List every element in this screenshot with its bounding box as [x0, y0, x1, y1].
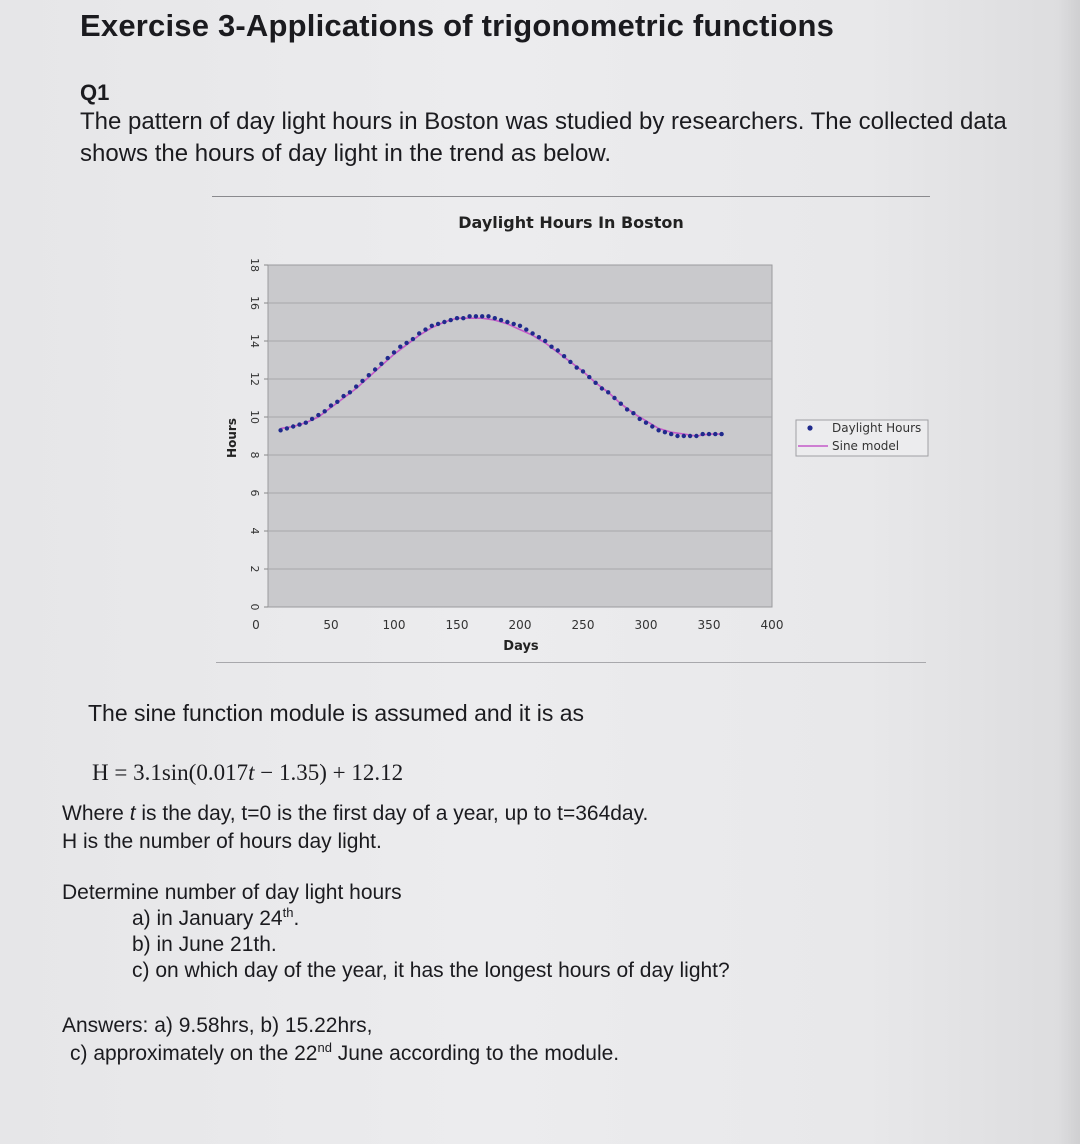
- legend-label-daylight: Daylight Hours: [832, 421, 922, 435]
- question-intro: The pattern of day light hours in Boston was studied by researchers. The collected data shows the hours of day light in the trend as below.: [80, 108, 1007, 167]
- daylight-point: [499, 318, 503, 322]
- x-tick-label: 100: [382, 618, 406, 632]
- daylight-point: [562, 354, 566, 358]
- chart-title: Daylight Hours In Boston: [458, 213, 684, 232]
- daylight-point: [291, 424, 295, 428]
- answers-line-1: Answers: a) 9.58hrs, b) 15.22hrs,: [62, 1014, 373, 1037]
- daylight-point: [404, 341, 408, 345]
- daylight-point: [505, 320, 509, 324]
- y-tick-label: 6: [248, 489, 261, 497]
- daylight-point: [316, 413, 320, 417]
- daylight-point: [278, 428, 282, 432]
- legend-points-marker: [807, 425, 812, 430]
- definition-t: [62, 800, 648, 828]
- task-a-text: a) in January 24: [132, 907, 283, 930]
- daylight-point: [631, 411, 635, 415]
- task-c: c) on which day of the year, it has the longest hours of day light?: [132, 959, 730, 982]
- daylight-point: [354, 384, 358, 388]
- daylight-point: [467, 314, 471, 318]
- page-title: Exercise 3-Applications of trigonometric functions: [80, 8, 835, 43]
- page-edge-shadow: [1058, 0, 1080, 1144]
- question-number: Q1: [80, 80, 110, 105]
- x-axis-ticks: [252, 618, 783, 632]
- daylight-point: [543, 339, 547, 343]
- x-tick-label: 350: [697, 618, 721, 632]
- daylight-chart: [210, 200, 970, 670]
- x-tick-label: 200: [508, 618, 532, 632]
- formula-prefix: H = 3.1sin(0.017: [92, 760, 249, 785]
- answers-line-2-sup: nd: [317, 1040, 332, 1055]
- daylight-point: [694, 434, 698, 438]
- daylight-point: [285, 426, 289, 430]
- x-tick-label: 150: [445, 618, 469, 632]
- daylight-point: [480, 314, 484, 318]
- daylight-point: [297, 422, 301, 426]
- daylight-point: [411, 337, 415, 341]
- daylight-point: [442, 320, 446, 324]
- definition-t-rest: is the day, t=0 is the first day of a year, up to t=364day.: [135, 802, 649, 825]
- daylight-point: [461, 316, 465, 320]
- formula-suffix: − 1.35) + 12.12: [254, 760, 404, 785]
- daylight-point: [486, 314, 490, 318]
- y-tick-label: 14: [248, 334, 261, 348]
- chart-top-rule: [212, 196, 930, 197]
- daylight-point: [335, 400, 339, 404]
- daylight-point: [449, 318, 453, 322]
- answers-line-2: [62, 1040, 619, 1068]
- task-a-end: .: [293, 907, 300, 930]
- y-tick-label: 8: [248, 451, 261, 459]
- daylight-point: [612, 396, 616, 400]
- daylight-point: [379, 362, 383, 366]
- x-tick-label: 400: [760, 618, 784, 632]
- daylight-point: [398, 345, 402, 349]
- daylight-point: [310, 417, 314, 421]
- y-tick-label: 16: [248, 296, 261, 310]
- definition-t-lead: Where: [62, 802, 130, 825]
- task-block: [62, 880, 730, 984]
- sine-model-intro: The sine function module is assumed and it is as: [88, 700, 585, 726]
- y-axis-ticks: [248, 258, 268, 611]
- y-tick-label: 10: [248, 410, 261, 424]
- daylight-point: [663, 430, 667, 434]
- daylight-point: [619, 402, 623, 406]
- daylight-point: [644, 421, 648, 425]
- y-tick-label: 4: [248, 527, 261, 535]
- daylight-point: [493, 316, 497, 320]
- daylight-point: [587, 375, 591, 379]
- daylight-point: [329, 403, 333, 407]
- daylight-point: [656, 428, 660, 432]
- daylight-point: [348, 390, 352, 394]
- answers-line-2-b: June according to the module.: [331, 1042, 620, 1065]
- daylight-point: [701, 432, 705, 436]
- daylight-point: [386, 356, 390, 360]
- daylight-point: [537, 335, 541, 339]
- daylight-point: [669, 432, 673, 436]
- legend-label-sine: Sine model: [832, 439, 900, 453]
- daylight-point: [518, 324, 522, 328]
- daylight-point: [600, 386, 604, 390]
- daylight-point: [638, 417, 642, 421]
- daylight-point: [417, 331, 421, 335]
- y-tick-label: 18: [248, 258, 261, 272]
- daylight-point: [392, 350, 396, 354]
- daylight-point: [707, 432, 711, 436]
- task-lead: Determine number of day light hours: [62, 881, 402, 904]
- x-tick-label: 300: [634, 618, 658, 632]
- daylight-point: [455, 316, 459, 320]
- x-tick-label: 50: [323, 618, 339, 632]
- daylight-point: [719, 432, 723, 436]
- daylight-point: [713, 432, 717, 436]
- daylight-point: [581, 369, 585, 373]
- task-a: [62, 906, 730, 932]
- daylight-point: [423, 327, 427, 331]
- daylight-point: [593, 381, 597, 385]
- daylight-point: [606, 390, 610, 394]
- daylight-point: [575, 365, 579, 369]
- chart-bottom-rule: [216, 662, 926, 663]
- daylight-point: [524, 327, 528, 331]
- daylight-point: [512, 322, 516, 326]
- daylight-point: [323, 409, 327, 413]
- daylight-point: [556, 348, 560, 352]
- daylight-point: [430, 324, 434, 328]
- daylight-point: [530, 331, 534, 335]
- sine-formula: [92, 760, 403, 786]
- y-tick-label: 0: [248, 603, 261, 611]
- y-tick-label: 12: [248, 372, 261, 386]
- definition-t-var: t: [129, 802, 136, 825]
- x-tick-label: 0: [252, 618, 260, 632]
- daylight-point: [373, 367, 377, 371]
- formula-variable: t: [248, 760, 255, 785]
- definition-h: H is the number of hours day light.: [62, 830, 382, 853]
- y-axis-label: Hours: [225, 418, 239, 458]
- daylight-point: [436, 322, 440, 326]
- task-a-sup: th: [282, 905, 294, 920]
- daylight-point: [360, 379, 364, 383]
- daylight-point: [675, 434, 679, 438]
- daylight-point: [549, 345, 553, 349]
- daylight-point: [688, 434, 692, 438]
- daylight-point: [625, 407, 629, 411]
- task-b: b) in June 21th.: [132, 933, 277, 956]
- y-tick-label: 2: [248, 565, 261, 573]
- daylight-point: [304, 421, 308, 425]
- x-tick-label: 250: [571, 618, 595, 632]
- daylight-point: [474, 314, 478, 318]
- answers-block: [62, 1012, 619, 1068]
- daylight-point: [341, 394, 345, 398]
- answers-line-2-a: c) approximately on the 22: [70, 1042, 318, 1065]
- daylight-point: [367, 373, 371, 377]
- daylight-point: [650, 424, 654, 428]
- variable-definitions: [62, 800, 648, 856]
- daylight-point: [682, 434, 686, 438]
- chart-legend: [796, 420, 928, 456]
- x-axis-label: Days: [503, 639, 539, 654]
- daylight-point: [568, 360, 572, 364]
